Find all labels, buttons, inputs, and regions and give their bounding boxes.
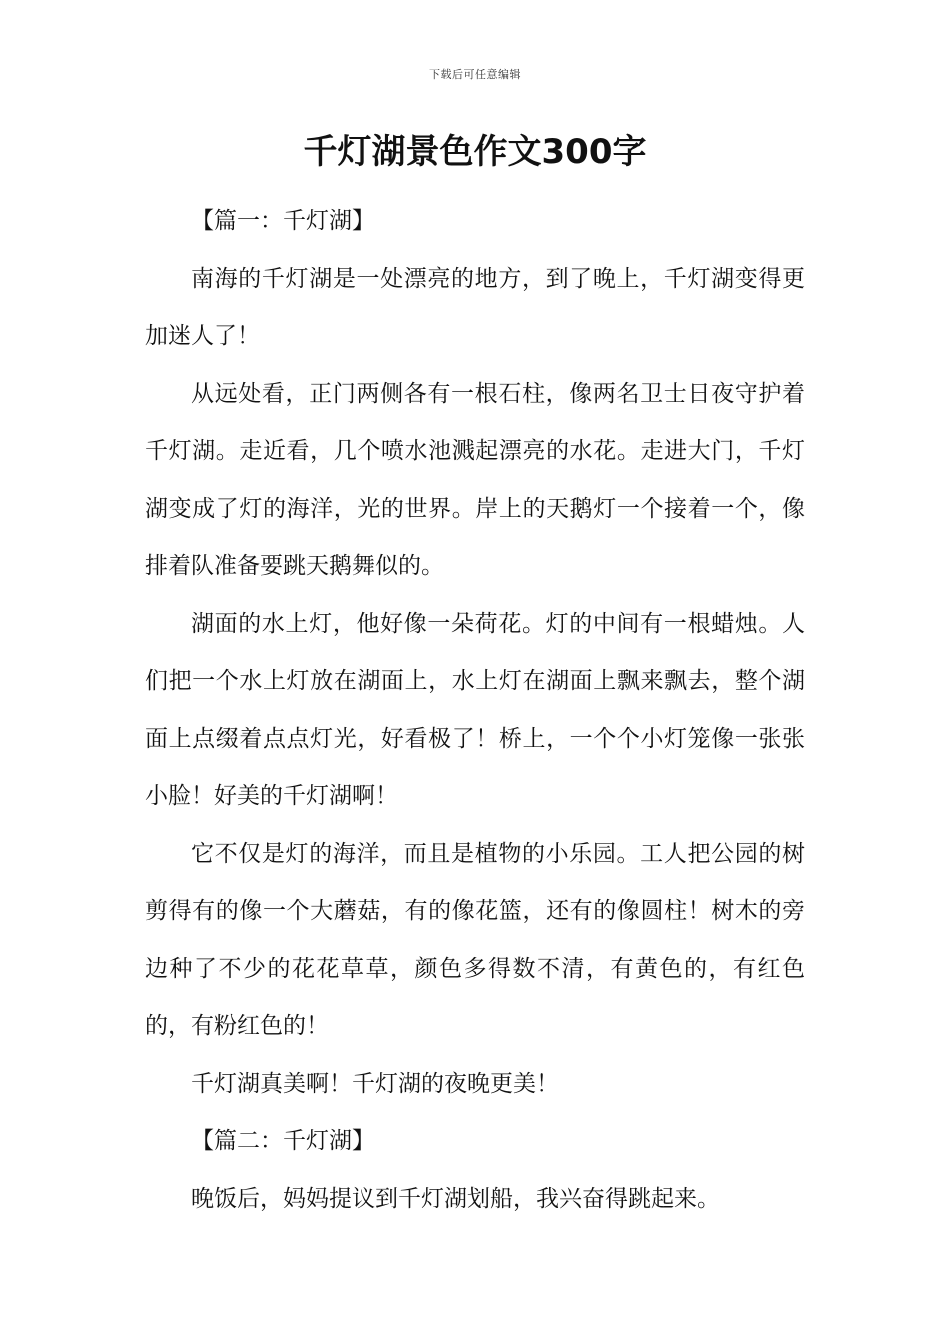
header-note: 下载后可任意编辑: [429, 68, 521, 81]
section-heading-1: 【篇一：千灯湖】: [191, 208, 375, 234]
document-body: [145, 193, 805, 1228]
paragraph: 从远处看，正门两侧各有一根石柱，像两名卫士日夜守护着千灯湖。走近看，几个喷水池溅起漂亮的水花。走进大门，千灯湖变成了灯的海洋，光的世界。岸上的天鹅灯一个接着一个，像排着队准备要跳天鹅舞似的。: [145, 380, 805, 579]
paragraph: 千灯湖真美啊！千灯湖的夜晚更美！: [191, 1070, 559, 1097]
paragraph: 南海的千灯湖是一处漂亮的地方，到了晚上，千灯湖变得更加迷人了！: [145, 265, 805, 349]
section-heading-2: 【篇二：千灯湖】: [191, 1128, 375, 1154]
paragraph: 湖面的水上灯，他好像一朵荷花。灯的中间有一根蜡烛。人们把一个水上灯放在湖面上，水上灯在湖面上飘来飘去，整个湖面上点缀着点点灯光，好看极了！桥上，一个个小灯笼像一张张小脸！好美的千灯湖啊！: [145, 610, 805, 809]
paragraph: 晚饭后，妈妈提议到千灯湖划船，我兴奋得跳起来。: [191, 1185, 720, 1212]
document-title: 千灯湖景色作文300字: [303, 132, 647, 172]
paragraph: 它不仅是灯的海洋，而且是植物的小乐园。工人把公园的树剪得有的像一个大蘑菇，有的像花篮，还有的像圆柱！树木的旁边种了不少的花花草草，颜色多得数不清，有黄色的，有红色的，有粉红色的！: [145, 840, 805, 1039]
